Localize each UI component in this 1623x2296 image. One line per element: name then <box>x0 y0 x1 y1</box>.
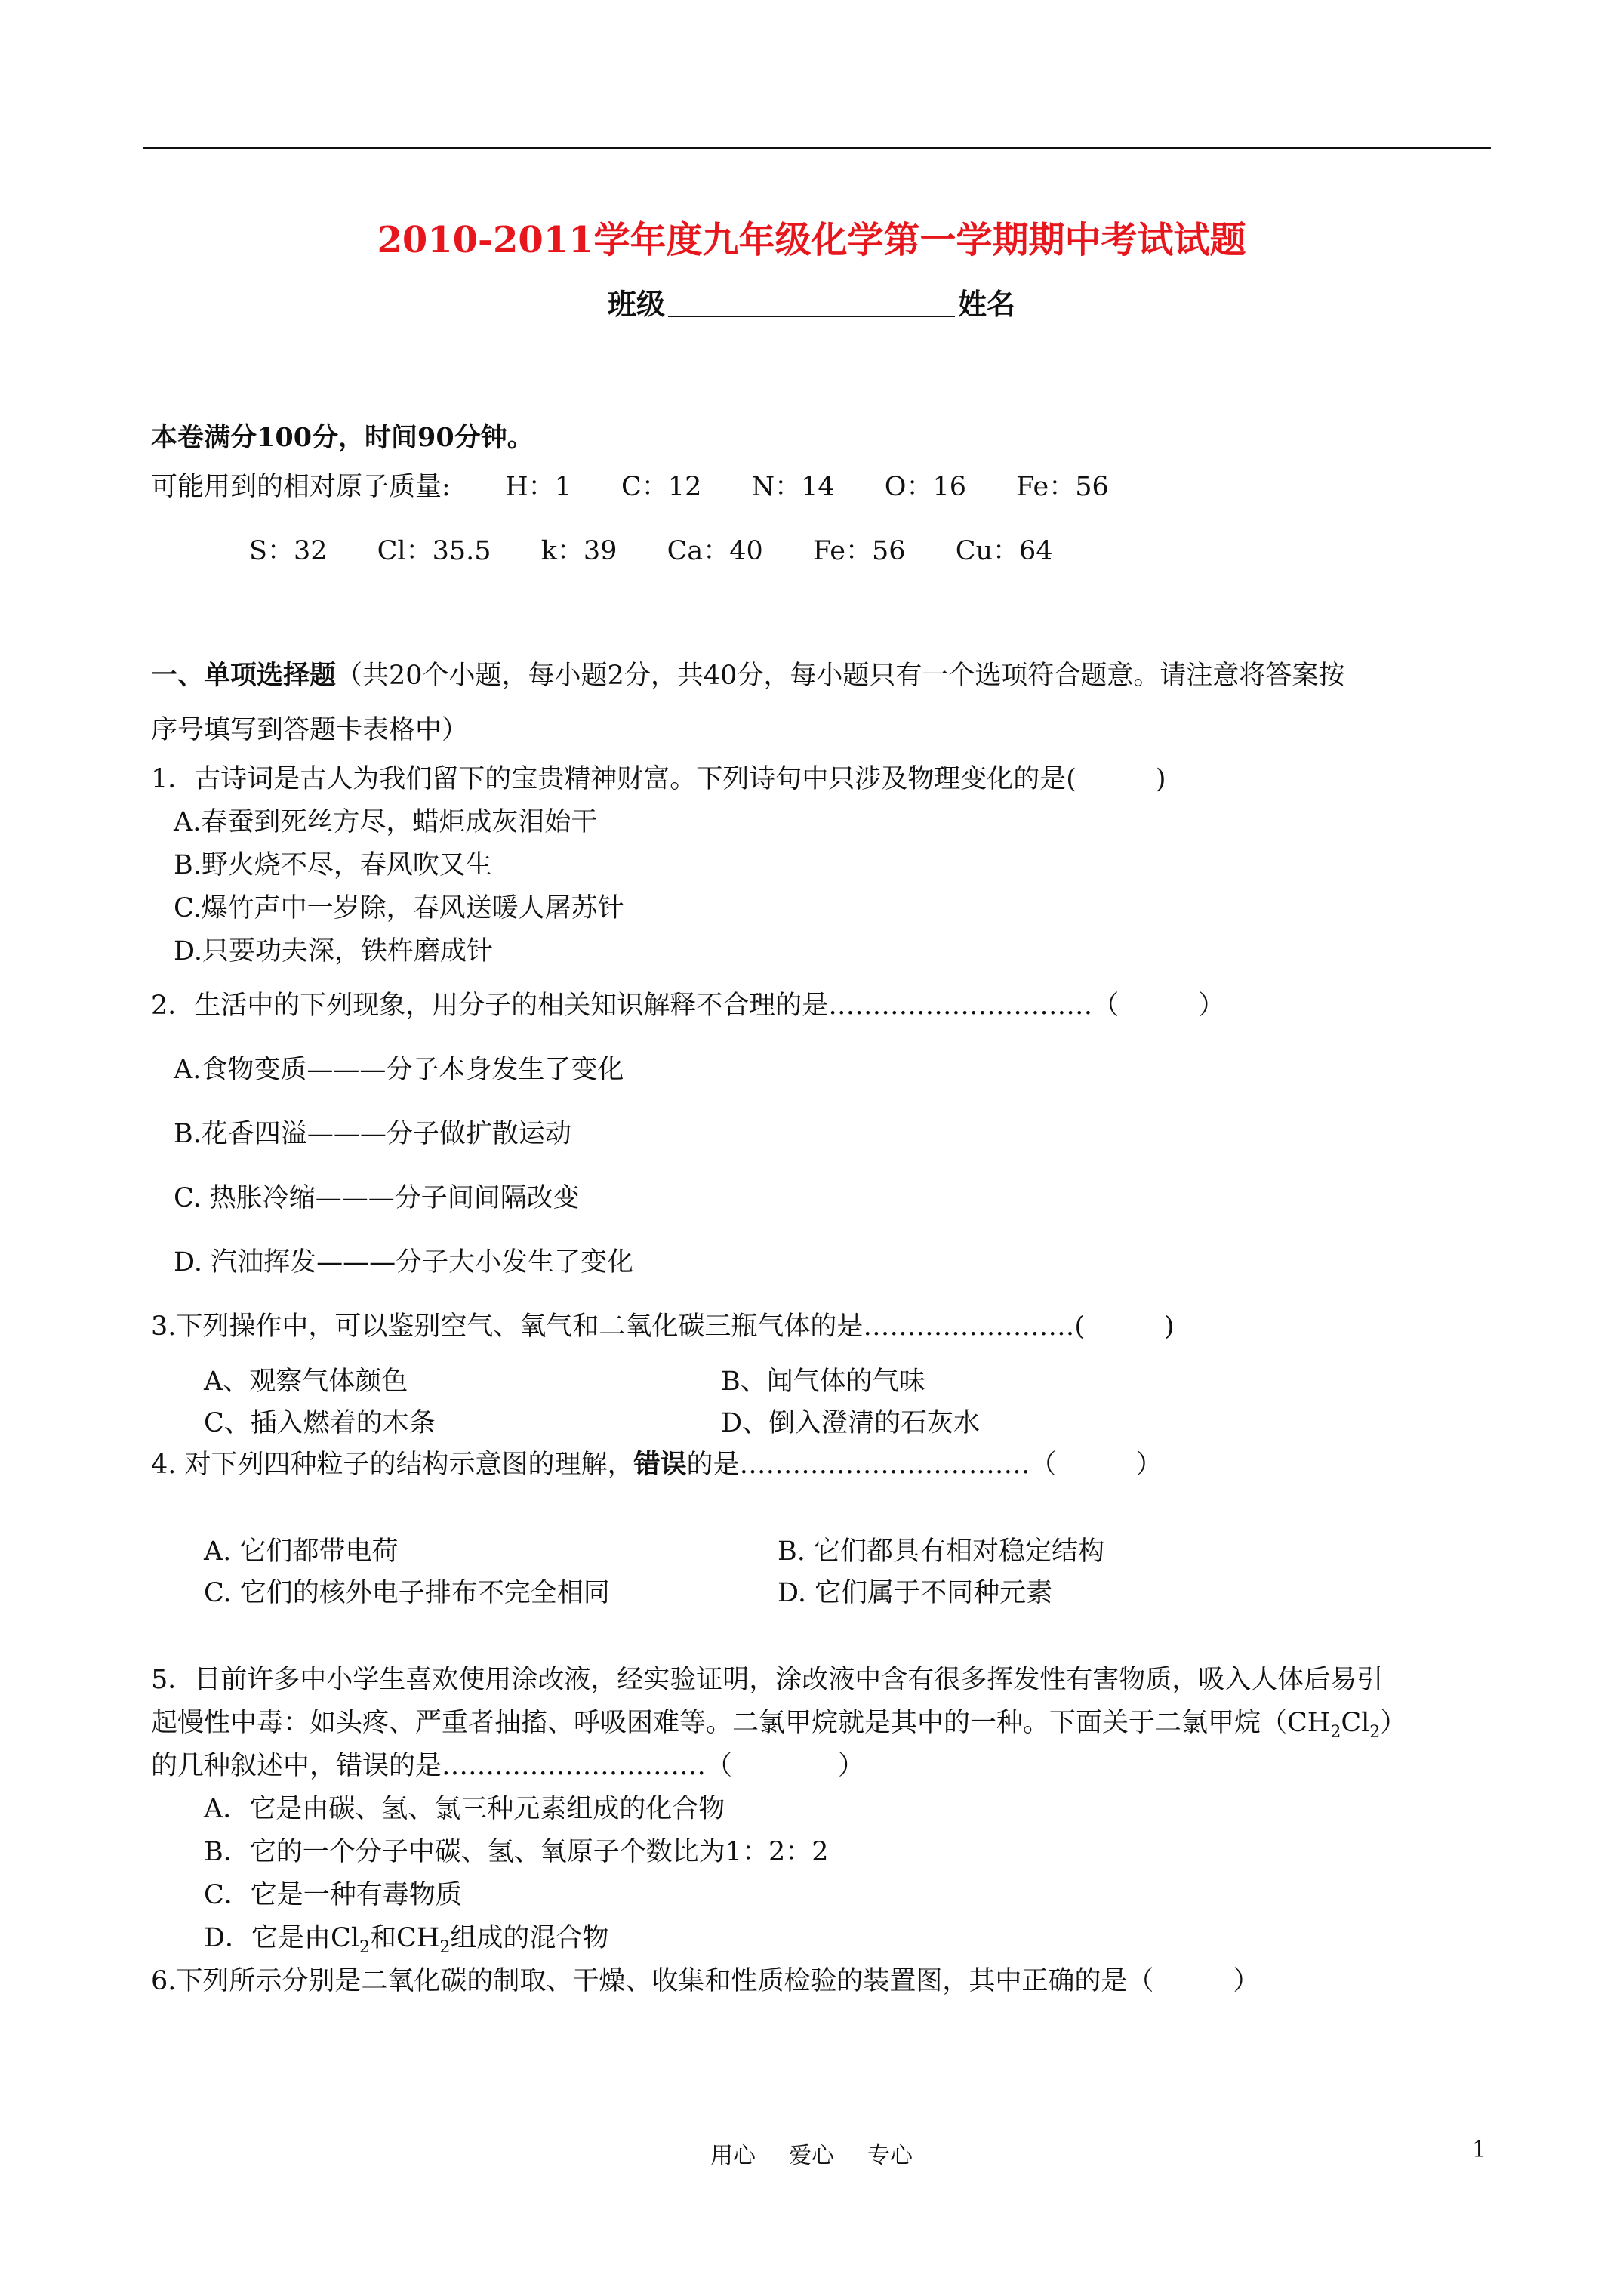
q4-option-a: A. 它们都带电荷 <box>204 1536 399 1567</box>
section-1-header <box>151 659 1344 692</box>
section-1-heading: 一、单项选择题 <box>151 660 337 691</box>
q5-optd-post: 组成的混合物 <box>450 1923 609 1953</box>
footer-word-1: 用心 <box>710 2143 756 2169</box>
mass-h: H：1 <box>505 472 571 502</box>
q5-formula-cl: Cl <box>1341 1708 1370 1738</box>
q5-optd-pre: D．它是由Cl <box>204 1923 360 1953</box>
q6-stem: 6.下列所示分别是二氧化碳的制取、干燥、收集和性质检验的装置图，其中正确的是（ ） <box>151 1966 1260 1996</box>
q5-line2-close: ） <box>1380 1708 1407 1738</box>
intro-text: 本卷满分100分，时间90分钟。 <box>151 422 534 453</box>
footer-word-3: 专心 <box>867 2143 913 2169</box>
q4-stem-pre: 4. 对下列四种粒子的结构示意图的理解， <box>151 1450 634 1480</box>
mass-ca: Ca：40 <box>667 536 763 566</box>
mass-c: C：12 <box>621 472 702 502</box>
q4-stem <box>151 1448 1163 1481</box>
q2-option-c: C. 热胀冷缩———分子间间隔改变 <box>174 1183 580 1213</box>
q3-option-d: D、倒入澄清的石灰水 <box>721 1408 981 1438</box>
q2-option-d: D. 汽油挥发———分子大小发生了变化 <box>174 1247 634 1277</box>
q3-option-a: A、观察气体颜色 <box>204 1367 408 1397</box>
q5-option-d <box>204 1922 608 1965</box>
name-label: 姓名 <box>958 287 1016 321</box>
class-blank[interactable] <box>668 288 955 317</box>
q5-stem-line-3: 的几种叙述中，错误的是…………………………（ ） <box>151 1751 865 1781</box>
q4-stem-post: 的是……………………………（ ） <box>686 1450 1163 1480</box>
q5-optd-sub-2: 2 <box>439 1938 451 1957</box>
q1-stem: 1．古诗词是古人为我们留下的宝贵精神财富。下列诗句中只涉及物理变化的是( ) <box>151 764 1166 794</box>
mass-fe: Fe：56 <box>1016 472 1109 502</box>
footer-word-2: 爱心 <box>789 2143 834 2169</box>
class-label: 班级 <box>607 287 665 321</box>
footer-motto <box>0 2137 1623 2170</box>
mass-cu: Cu：64 <box>955 536 1053 566</box>
q5-optd-mid: 和CH <box>370 1923 440 1953</box>
q1-option-d: D.只要功夫深，铁杵磨成针 <box>174 936 493 966</box>
q4-option-d: D. 它们属于不同种元素 <box>778 1578 1053 1608</box>
q1-option-a: A.春蚕到死丝方尽，蜡炬成灰泪始干 <box>174 807 598 837</box>
q5-option-b: B．它的一个分子中碳、氢、氧原子个数比为1：2：2 <box>204 1837 829 1867</box>
q5-line2-text: 起慢性中毒：如头疼、严重者抽搐、呼吸困难等。二氯甲烷就是其中的一种。下面关于二氯甲烷（CH <box>151 1708 1331 1738</box>
q3-option-b: B、闻气体的气味 <box>721 1367 925 1397</box>
atomic-mass-label: 可能用到的相对原子质量: <box>151 472 451 502</box>
q5-option-a: A．它是由碳、氢、氯三种元素组成的化合物 <box>204 1794 725 1824</box>
q5-formula-sub-1: 2 <box>1330 1723 1341 1742</box>
q2-stem: 2．生活中的下列现象，用分子的相关知识解释不合理的是…………………………（ ） <box>151 991 1225 1021</box>
q3-option-c: C、插入燃着的木条 <box>204 1408 436 1438</box>
class-name-line <box>0 285 1623 323</box>
q1-option-c: C.爆竹声中一岁除，春风送暖人屠苏针 <box>174 893 624 923</box>
mass-k: k：39 <box>540 536 617 566</box>
q5-option-c: C．它是一种有毒物质 <box>204 1880 462 1910</box>
q5-formula-sub-2: 2 <box>1369 1723 1381 1742</box>
q5-optd-sub-1: 2 <box>359 1938 371 1957</box>
q1-option-b: B.野火烧不尽，春风吹又生 <box>174 850 492 880</box>
section-1-desc: （共20个小题，每小题2分，共40分，每小题只有一个选项符合题意。请注意将答案按 <box>336 661 1345 691</box>
section-1-desc-2: 序号填写到答题卡表格中） <box>151 715 469 745</box>
q5-stem-line-2 <box>151 1706 1406 1749</box>
atomic-mass-row-1 <box>151 470 1150 504</box>
q2-option-a: A.食物变质———分子本身发生了变化 <box>174 1055 624 1085</box>
q4-stem-emphasis: 错误 <box>633 1449 687 1480</box>
mass-fe-2: Fe：56 <box>812 536 906 566</box>
header-rule <box>143 147 1491 149</box>
mass-cl: Cl：35.5 <box>377 536 491 566</box>
exam-title: 2010-2011学年度九年级化学第一学期期中考试试题 <box>377 219 1246 261</box>
page-number: 1 <box>1472 2137 1487 2163</box>
mass-o: O：16 <box>884 472 967 502</box>
mass-s: S：32 <box>249 536 328 566</box>
q3-stem: 3.下列操作中，可以鉴别空气、氧气和二氧化碳三瓶气体的是……………………( ) <box>151 1311 1175 1342</box>
q2-option-b: B.花香四溢———分子做扩散运动 <box>174 1119 571 1149</box>
q4-option-b: B. 它们都具有相对稳定结构 <box>778 1536 1104 1567</box>
q5-stem-line-1: 5．目前许多中小学生喜欢使用涂改液，经实验证明，涂改液中含有很多挥发性有害物质，吸入人体后易引 <box>151 1665 1384 1695</box>
mass-n: N：14 <box>751 472 835 502</box>
atomic-mass-row-2 <box>249 535 1095 568</box>
q4-option-c: C. 它们的核外电子排布不完全相同 <box>204 1578 610 1608</box>
